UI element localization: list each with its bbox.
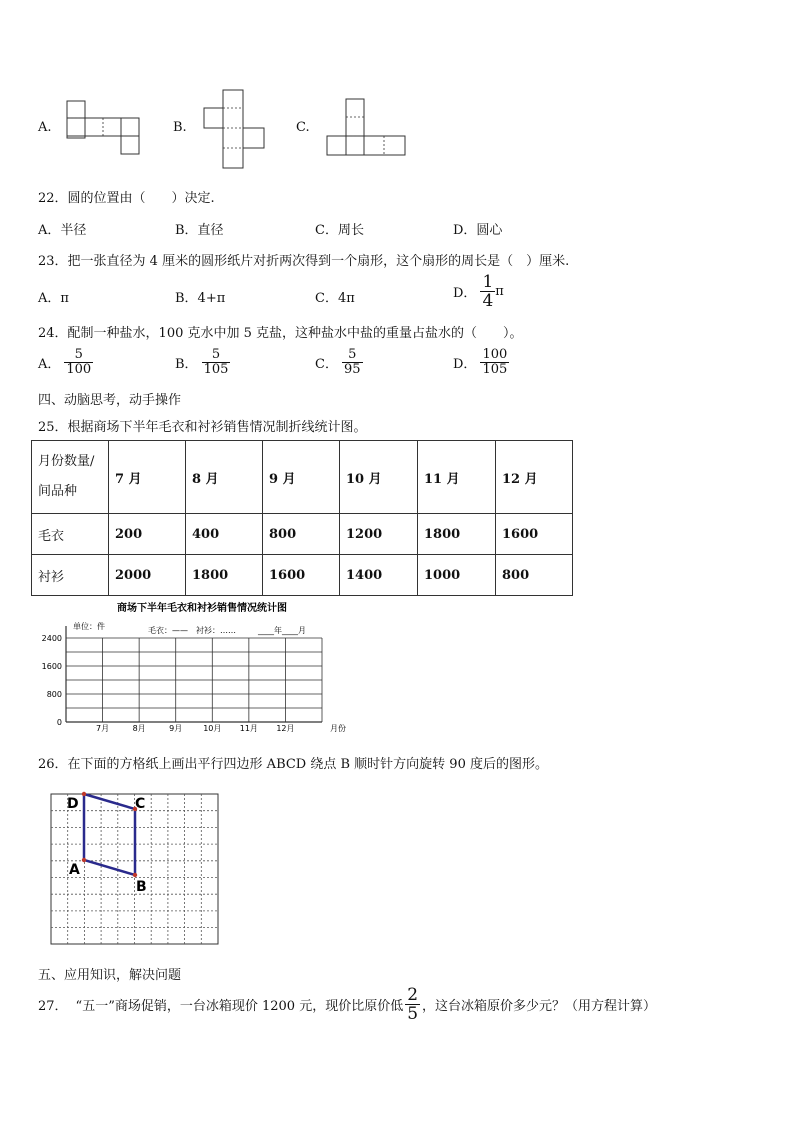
fraction-numerator: 100 (482, 347, 508, 362)
x-tick-label: 9月 (169, 724, 183, 733)
q22-option-a: A．半径 (38, 223, 87, 238)
q24-option-d-label: D． (453, 357, 477, 372)
q23-option-b: B．4+π (175, 291, 226, 306)
label-d: D (67, 796, 79, 812)
q21-option-b-label: B. (173, 120, 187, 135)
table-row (32, 514, 573, 555)
q24-stem: 24．配制一种盐水，100 克水中加 5 克盐，这种盐水中盐的重量占盐水的（ ）。 (38, 326, 523, 341)
table-cell: 2000 (109, 555, 186, 596)
point-b (133, 873, 137, 877)
point-d (82, 792, 86, 796)
q24-option-c (315, 348, 363, 377)
q21-net-c-figure (324, 96, 408, 160)
q26-stem: 26．在下面的方格纸上画出平行四边形 ABCD 绕点 B 顺时针方向旋转 90 度后的图形。 (38, 757, 548, 772)
q21-option-a-label: A. (38, 120, 52, 135)
q23-option-d (453, 273, 504, 310)
fraction-numerator: 5 (348, 347, 357, 362)
point-a (82, 858, 86, 862)
month-header: 11 月 (418, 441, 496, 514)
fraction-numerator: 1 (482, 272, 494, 292)
table-cell: 1000 (418, 555, 496, 596)
q26-grid-figure (46, 789, 222, 949)
table-cell: 1800 (186, 555, 263, 596)
label-b: B (136, 879, 147, 895)
parallelogram-abcd (84, 794, 135, 875)
q24-option-c-label: C． (315, 357, 338, 372)
chart-unit: 单位：件 (73, 622, 105, 631)
x-tick-label: 8月 (132, 724, 146, 733)
section-4-heading: 四、动脑思考，动手操作 (38, 393, 182, 408)
month-header: 8 月 (186, 441, 263, 514)
q23-stem: 23．把一张直径为 4 厘米的圆形纸片对折两次得到一个扇形，这个扇形的周长是（ ）厘米. (38, 254, 570, 269)
q24-option-b (175, 348, 230, 377)
q27-number: 27． (38, 999, 68, 1014)
x-tick-label: 10月 (203, 724, 222, 733)
fraction-numerator: 2 (407, 985, 419, 1005)
q24-option-b-label: B． (175, 357, 198, 372)
table-cell: 1400 (340, 555, 418, 596)
q23-option-d-pi: π (495, 284, 504, 299)
q23-option-a: A．π (38, 291, 69, 306)
row-name: 衬衫 (32, 555, 109, 596)
fraction-numerator: 5 (211, 347, 221, 362)
table-cell: 200 (109, 514, 186, 555)
table-cell: 1200 (340, 514, 418, 555)
chart-x-ticks (96, 724, 294, 733)
table-cell: 800 (263, 514, 340, 555)
q22-option-d: D．圆心 (453, 223, 503, 238)
table-cell: 800 (496, 555, 573, 596)
fraction-denominator: 100 (66, 362, 92, 377)
q27-fraction (405, 986, 420, 1023)
fraction-denominator: 95 (343, 362, 361, 377)
sales-table (31, 440, 573, 596)
x-tick-label: 7月 (96, 724, 110, 733)
q24-option-a (38, 348, 93, 377)
q27-text-before: “五一”商场促销，一台冰箱现价 1200 元，现价比原价低 (75, 999, 404, 1014)
q21-net-b-figure (200, 88, 270, 170)
q24-option-a-label: A． (38, 357, 61, 372)
q23-option-d-label: D． (453, 286, 477, 301)
table-header-row (32, 441, 573, 514)
y-tick-label: 800 (46, 690, 62, 699)
q27-line (38, 986, 656, 1023)
chart-x-label: 月份 (330, 724, 346, 733)
fraction-denominator: 4 (482, 291, 494, 311)
table-cell: 1800 (418, 514, 496, 555)
chart-grid (66, 626, 322, 722)
month-header: 10 月 (340, 441, 418, 514)
corner-bottom: 间品种 (38, 484, 78, 499)
x-tick-label: 11月 (239, 724, 258, 733)
table-cell: 1600 (263, 555, 340, 596)
table-corner-cell (32, 441, 109, 514)
y-tick-label: 1600 (41, 662, 62, 671)
section-5-heading: 五、应用知识，解决问题 (38, 968, 182, 983)
q22-stem: 22．圆的位置由（ ）决定. (38, 191, 215, 206)
q27-text-after: ，这台冰箱原价多少元？（用方程计算） (422, 999, 657, 1014)
y-tick-label: 0 (56, 718, 62, 727)
y-tick-label: 2400 (41, 634, 62, 643)
q25-stem: 25．根据商场下半年毛衣和衬衫销售情况制折线统计图。 (38, 420, 367, 435)
x-tick-label: 12月 (276, 724, 295, 733)
label-a: A (69, 862, 80, 878)
month-header: 9 月 (263, 441, 340, 514)
q22-option-c: C．周长 (315, 223, 364, 238)
chart-date-fill: ____年____月 (258, 626, 306, 635)
corner-top: 月份数量/ (38, 454, 95, 469)
q24-option-d (453, 348, 509, 377)
sales-line-chart (30, 598, 360, 738)
month-header: 12 月 (496, 441, 573, 514)
label-c: C (135, 796, 146, 812)
month-header: 7 月 (109, 441, 186, 514)
chart-title: 商场下半年毛衣和衬衫销售情况统计图 (117, 603, 287, 614)
q23-option-c: C．4π (315, 291, 355, 306)
table-cell: 400 (186, 514, 263, 555)
table-cell: 1600 (496, 514, 573, 555)
fraction-denominator: 5 (407, 1004, 419, 1024)
chart-y-ticks (42, 634, 62, 727)
row-name: 毛衣 (32, 514, 109, 555)
table-row (32, 555, 573, 596)
q23-option-d-fraction (480, 273, 495, 310)
q22-option-b: B．直径 (175, 223, 224, 238)
chart-legend: 毛衣：—— 衬衫：…… (148, 626, 236, 635)
fraction-denominator: 105 (203, 362, 229, 377)
fraction-denominator: 105 (482, 362, 508, 377)
q21-net-a-figure (64, 98, 144, 158)
q21-option-c-label: C. (296, 120, 310, 135)
fraction-numerator: 5 (74, 347, 83, 362)
